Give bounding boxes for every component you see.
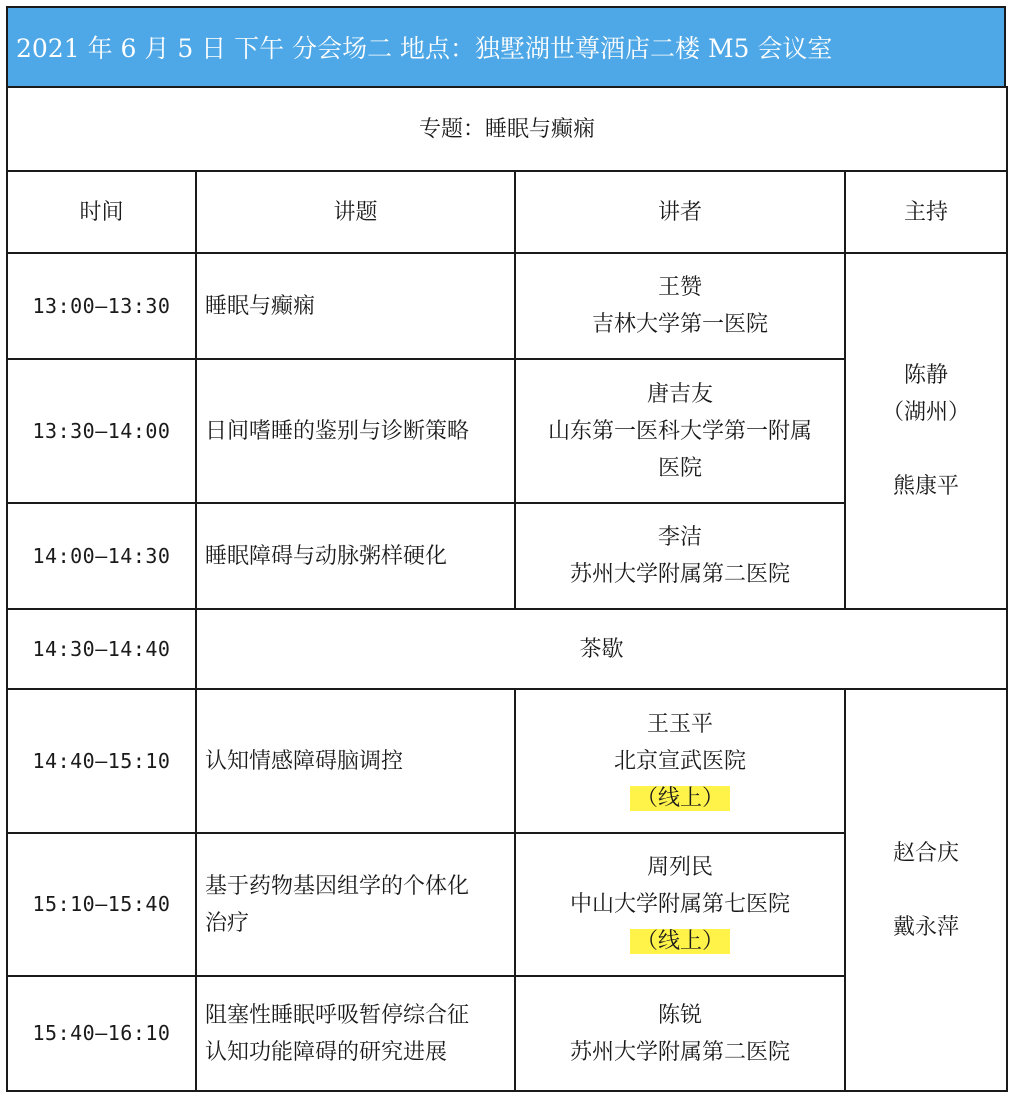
column-header-chair: 主持 [845, 171, 1007, 253]
speaker-affiliation: 医院 [657, 455, 702, 481]
chair-name: 熊康平 [893, 474, 960, 499]
time-cell: 15:40—16:10 [7, 976, 196, 1091]
speaker-name: 周列民 [646, 855, 713, 880]
column-header-time: 时间 [7, 171, 196, 253]
speaker-affiliation: 中山大学附属第七医院 [569, 892, 790, 917]
chair-location: （湖州） [882, 400, 971, 425]
talk-title: 治疗 [205, 910, 250, 936]
speaker-name: 唐吉友 [646, 381, 713, 407]
session-title: 2021 年 6 月 5 日 下午 分会场二 地点：独墅湖世尊酒店二楼 M5 会议室 [16, 34, 833, 63]
speaker-affiliation: 苏州大学附属第二医院 [569, 1039, 790, 1065]
schedule-table [6, 86, 1008, 1092]
session-banner [6, 6, 1006, 88]
speaker-name: 王玉平 [646, 711, 713, 737]
chair-name: 陈静 [904, 363, 949, 388]
schedule-sheet [6, 6, 1006, 1092]
talk-title: 基于药物基因组学的个体化 [205, 873, 470, 899]
time-cell: 14:40—15:10 [7, 689, 196, 833]
topic-title: 专题：睡眠与癫痫 [7, 87, 1007, 171]
talk-cell [196, 689, 515, 833]
talk-title: 认知功能障碍的研究进展 [205, 1039, 448, 1065]
speaker-cell [515, 253, 845, 359]
online-badge: （线上） [630, 786, 730, 811]
header-row [7, 171, 1007, 253]
speaker-cell [515, 359, 845, 503]
time-cell: 14:00—14:30 [7, 503, 196, 609]
speaker-name: 李洁 [657, 525, 702, 550]
chair-cell [845, 253, 1007, 609]
talk-cell [196, 976, 515, 1091]
topic-row [7, 87, 1007, 171]
talk-title: 认知情感障碍脑调控 [205, 748, 404, 774]
online-badge: （线上） [630, 929, 730, 954]
talk-cell [196, 833, 515, 976]
chair-name: 赵合庆 [893, 840, 960, 866]
time-cell: 13:00—13:30 [7, 253, 196, 359]
chair-cell [845, 689, 1007, 1091]
speaker-cell [515, 976, 845, 1091]
speaker-affiliation: 苏州大学附属第二医院 [569, 562, 790, 587]
speaker-name: 王赞 [657, 275, 702, 300]
table-row [7, 689, 1007, 833]
break-label: 茶歇 [196, 609, 1007, 689]
talk-title: 日间嗜睡的鉴别与诊断策略 [205, 418, 470, 444]
chair-name: 戴永萍 [893, 914, 960, 940]
talk-title: 睡眠障碍与动脉粥样硬化 [205, 543, 448, 569]
speaker-affiliation: 山东第一医科大学第一附属 [547, 418, 812, 444]
time-cell: 15:10—15:40 [7, 833, 196, 976]
talk-cell [196, 503, 515, 609]
talk-title: 睡眠与癫痫 [205, 293, 316, 319]
speaker-affiliation: 吉林大学第一医院 [591, 312, 768, 337]
table-row [7, 253, 1007, 359]
speaker-cell [515, 503, 845, 609]
speaker-affiliation: 北京宣武医院 [613, 748, 746, 774]
column-header-speaker: 讲者 [515, 171, 845, 253]
speaker-name: 陈锐 [657, 1002, 702, 1028]
time-cell: 14:30—14:40 [7, 609, 196, 689]
talk-cell [196, 359, 515, 503]
talk-title: 阻塞性睡眠呼吸暂停综合征 [205, 1002, 470, 1028]
column-header-talk: 讲题 [196, 171, 515, 253]
time-cell: 13:30—14:00 [7, 359, 196, 503]
speaker-cell [515, 833, 845, 976]
speaker-cell [515, 689, 845, 833]
break-row [7, 609, 1007, 689]
talk-cell [196, 253, 515, 359]
